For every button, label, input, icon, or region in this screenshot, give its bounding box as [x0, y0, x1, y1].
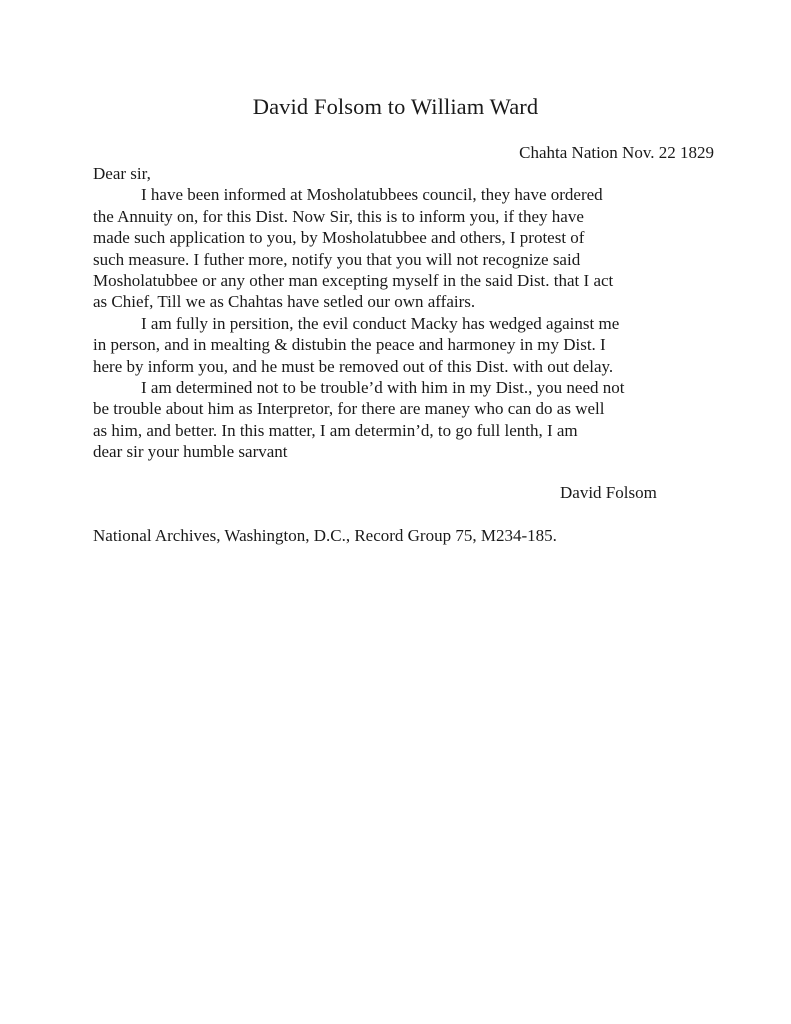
- letter-line: Mosholatubbee or any other man excepting myself in the said Dist. that I act: [93, 271, 614, 291]
- letter-line: I am fully in persition, the evil conduct Macky has wedged against me: [141, 313, 620, 333]
- source-citation: National Archives, Washington, D.C., Record Group 75, M234-185.: [93, 526, 557, 545]
- letter-line: made such application to you, by Mosholatubbee and others, I protest of: [93, 228, 585, 248]
- letter-line: I have been informed at Mosholatubbees council, they have ordered: [141, 185, 603, 205]
- letter-line: in person, and in mealting & distubin the peace and harmoney in my Dist. I: [93, 335, 606, 355]
- letter-line: as Chief, Till we as Chahtas have setled our own affairs.: [93, 292, 476, 312]
- letter-line: I am determined not to be trouble’d with him in my Dist., you need not: [141, 378, 625, 398]
- letter-line: as him, and better. In this matter, I am determin’d, to go full lenth, I am: [93, 420, 578, 440]
- signature: David Folsom: [560, 483, 657, 502]
- letter-line: dear sir your humble sarvant: [93, 442, 288, 462]
- dateline: Chahta Nation Nov. 22 1829: [519, 143, 714, 162]
- document-title: David Folsom to William Ward: [252, 94, 539, 119]
- letter-line: here by inform you, and he must be removed out of this Dist. with out delay.: [93, 356, 614, 376]
- letter-line: the Annuity on, for this Dist. Now Sir, this is to inform you, if they have: [93, 206, 584, 226]
- letter-body: [93, 163, 733, 463]
- letter-line: such measure. I futher more, notify you that you will not recognize said: [93, 249, 581, 269]
- letter-line: be trouble about him as Interpretor, for there are maney who can do as well: [93, 399, 605, 419]
- salutation: Dear sir,: [93, 164, 151, 183]
